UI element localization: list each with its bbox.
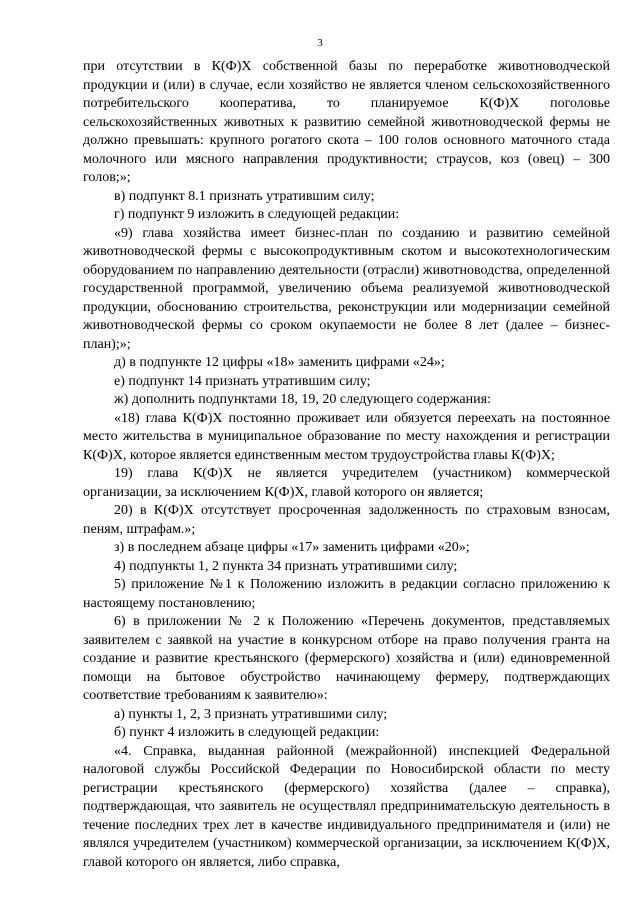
paragraph: ж) дополнить подпунктами 18, 19, 20 следующего содержания: <box>114 392 491 407</box>
paragraph: в) подпункт 8.1 признать утратившим силу; <box>114 188 375 204</box>
paragraph: а) пункты 1, 2, 3 признать утратившими силу; <box>114 706 388 722</box>
paragraph: 20) в К(Ф)Х отсутствует просроченная задолженность по страховым взносам, пеням, штрафам.»; <box>83 503 610 537</box>
paragraph-continuation: при отсутствии в К(Ф)Х собственной базы по переработке животноводческой продукции и (или) в случае, если хозяйство не является членом сельскохозяйственного потребительского кооператива, то планируемое К(Ф)Х поголовье сельскохозяйственных животных к развитию семейной животноводческой фермы не должно превышать: крупного рогатого скота – 100 голов основного маточного стада молочного или мясного направления продуктивности; страусов, коз (овец) – 300 голов;»; <box>83 59 610 185</box>
paragraph: е) подпункт 14 признать утратившим силу; <box>114 373 371 389</box>
page-number: 3 <box>317 37 323 49</box>
paragraph: д) в подпункте 12 цифры «18» заменить цифрами «24»; <box>114 355 445 370</box>
paragraph: г) подпункт 9 изложить в следующей редакции: <box>114 207 400 222</box>
body-text <box>83 58 610 872</box>
paragraph: 4) подпункты 1, 2 пункта 34 признать утратившими силу; <box>114 558 458 574</box>
paragraph: 6) в приложении № 2 к Положению «Перечень документов, представляемых заявителем с заявкой на участие в конкурсном отборе на право получения гранта на создание и развитие крестьянского (фермерского) хозяйства и (или) единовременной помощи на бытовое обустройство начинающему фермеру, подтверждающих соответствие требованиям к заявителю»: <box>83 614 610 703</box>
paragraph: «4. Справка, выданная районной (межрайонной) инспекцией Федеральной налоговой службы Российской Федерации по Новосибирской области по месту регистрации крестьянского (фермерского) хозяйства (далее – справка), подтверждающая, что заявитель не осуществлял предпринимательскую деятельность в течение последних трех лет в качестве индивидуального предпринимателя и (или) не являлся учредителем (участником) коммерческой организации, за исключением К(Ф)Х, главой которого он является, либо справка, <box>83 743 610 870</box>
paragraph: б) пункт 4 изложить в следующей редакции: <box>114 725 380 740</box>
paragraph: «18) глава К(Ф)Х постоянно проживает или обязуется переехать на постоянное место жительства в муниципальное образование по месту нахождения и регистрации К(Ф)Х, которое является единственным местом трудоустройства главы К(Ф)Х; <box>83 410 610 463</box>
paragraph: 5) приложение №1 к Положению изложить в редакции согласно приложению к настоящему постановлению; <box>83 577 610 611</box>
paragraph: «9) глава хозяйства имеет бизнес-план по созданию и развитию семейной животноводческой фермы с высокопродуктивным скотом и высокотехнологическим оборудованием по направлению деятельности (отрасли) животноводства, определенной государственной программой, увеличению объема реализуемой животноводческой продукции, обоснованию строительства, реконструкции или модернизации семейной животноводческой фермы со сроком окупаемости не более 8 лет (далее – бизнес-план);»; <box>83 225 610 352</box>
paragraph: з) в последнем абзаце цифры «17» заменить цифрами «20»; <box>114 540 470 555</box>
paragraph: 19) глава К(Ф)Х не является учредителем (участником) коммерческой организации, за исключением К(Ф)Х, главой которого он является; <box>83 466 610 500</box>
